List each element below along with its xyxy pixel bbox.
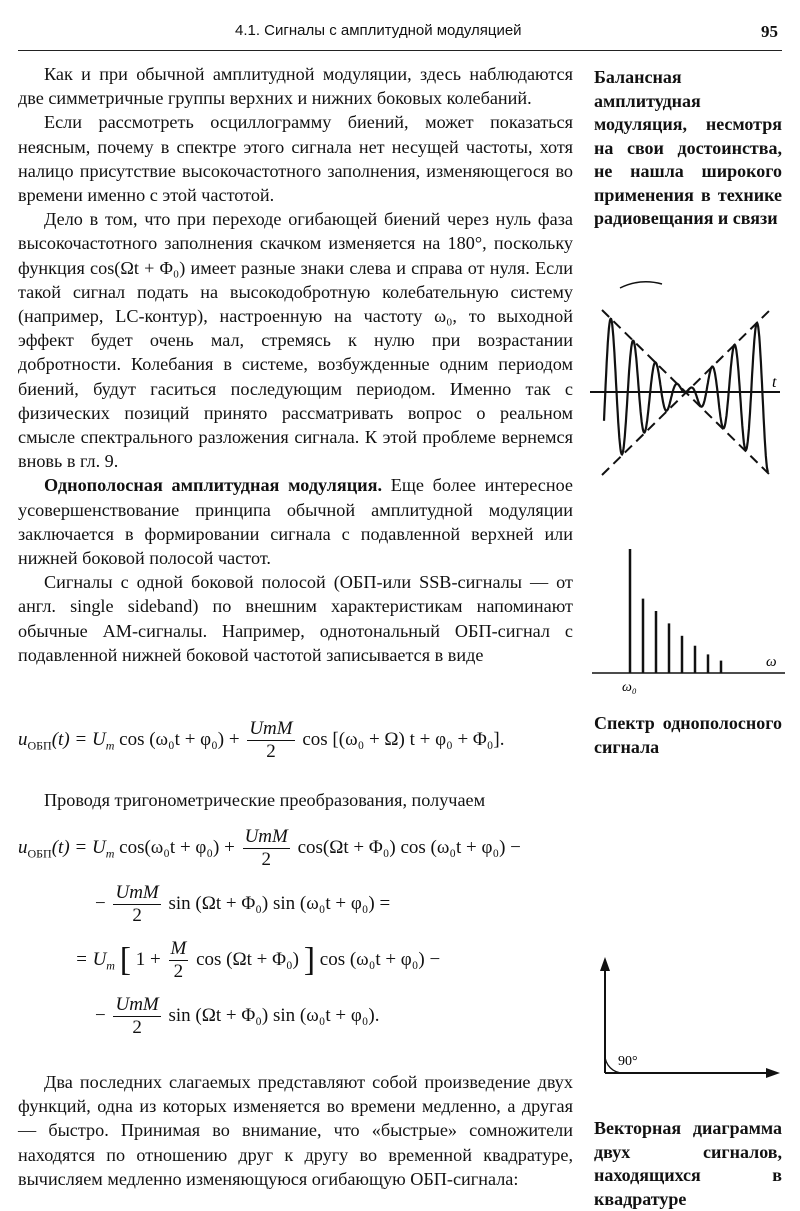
vector-diagram — [592, 955, 792, 1085]
caption-vector-diagram: Векторная диаграмма двух сигналов, находящихся в квадратуре — [594, 1118, 782, 1209]
paragraph-7: Два последних слагаемых представляют собой произведение двух функций, одна из которых изменяется во времени медленно, а другая — быстро. Принимая во внимание, что «быстрые» сомножители находятся по отношению друг к другу во временной квадратуре, вычисляем медленно изменяющуюся огибающую ОБП-сигнала: — [18, 1072, 573, 1189]
ssb-heading: Однополосная амплитудная модуляция. — [44, 475, 383, 496]
carrier-frequency-label: ω₀ — [622, 680, 637, 695]
spectrum-figure — [590, 540, 790, 695]
equation-expansion-line3: = $U_m$ [ 1 + $\frac{M}{2}$ cos (Ωt + Φ₀) ] cos (ω₀t + φ₀) − — [75, 938, 441, 982]
time-axis-label: t — [772, 374, 777, 391]
frequency-axis-label: ω — [766, 654, 777, 670]
sidebar-note: Балансная амплитудная модуляция, несмотря на свои достоинства, не нашла широкого применения в технике радиовещания и связи — [594, 67, 782, 228]
equation-expansion-line2: − $\frac{\text{UmM}}{2}$ sin (Ωt + Φ₀) sin (ω₀t + φ₀) = — [95, 882, 391, 926]
vertical-arrowhead — [600, 957, 610, 971]
paragraph-4 — [18, 473, 573, 570]
beat-waveform-figure — [590, 280, 790, 480]
equation-expansion-line1: $u_{ОБП}(t) = U_m$ cos(ω₀t + φ₀) + $\frac{\text{UmM}}{2}$ cos(Ωt + Φ₀) cos (ω₀t + φ₀) − — [18, 826, 521, 870]
caption-spectrum: Спектр однополосного сигнала — [594, 713, 782, 757]
section-title: 4.1. Сигналы с амплитудной модуляцией — [235, 22, 522, 39]
paragraph-3: Дело в том, что при переходе огибающей биений через нуль фаза высокочастотного заполнения скачком изменяется на 180°, поскольку функция cos(Ωt + Φ₀) имеет разные знаки слева и справа от нуля. Если такой сигнал подать на высокодобротную колебательную систему (например, LC-контур), настроенную на частоту ω₀, то выходной эффект будет очень мал, стремясь к нулю при возрастании добротности. Колебания в системе, возбужденные одним периодом биений, будут гаситься последующим периодом. Именно так с физических позиций принято рассматривать вопрос о реальном смысле спектрального разложения сигнала. К этой проблеме вернемся вновь в гл. 9. — [18, 209, 573, 472]
spectrum-lines — [630, 549, 721, 673]
page-number: 95 — [761, 22, 778, 41]
envelope-curve — [620, 282, 662, 288]
paragraph-5: Сигналы с одной боковой полосой (ОБП-или SSB-сигналы — от англ. single sideband) по внешним характеристикам напоминают обычные АМ-сигналы. Например, однотональный ОБП-сигнал с подавленной нижней боковой частотой записывается в виде — [18, 572, 573, 665]
paragraph-4-text: Еще более интересное усовершенствование принципа обычной амплитудной модуляции заключается в формировании сигнала с подавленной верхней или нижней боковой полосой частот. — [18, 475, 573, 569]
main-text-upper — [18, 62, 573, 667]
paragraph-2: Если рассмотреть осциллограмму биений, может показаться неясным, почему в спектре этого сигнала нет несущей частоты, хотя налицо присутствие высокочастотного заполнения, изменяющегося во времени именно с этой частотой. — [18, 112, 573, 206]
page-header — [0, 22, 800, 46]
angle-label: 90° — [618, 1054, 638, 1069]
header-rule — [18, 50, 782, 51]
equation-expansion-line4: − $\frac{\text{UmM}}{2}$ sin (Ωt + Φ₀) sin (ω₀t + φ₀). — [95, 994, 380, 1038]
main-text-mid — [18, 788, 573, 812]
horizontal-arrowhead — [766, 1068, 780, 1078]
paragraph-1: Как и при обычной амплитудной модуляции, здесь наблюдаются две симметричные группы верхних и нижних боковых колебаний. — [18, 64, 573, 109]
equation-ssb-signal: $u_{ОБП}(t) = U_m$ cos (ω₀t + φ₀) + $\frac{\text{UmM}}{2}$ cos [(ω₀ + Ω) t + φ₀ + Φ₀]. — [18, 718, 505, 762]
main-text-lower — [18, 1070, 573, 1191]
fraction-UmM-2: $\frac{\text{UmM}}{2}$ — [249, 718, 293, 762]
paragraph-6: Проводя тригонометрические преобразования, получаем — [44, 790, 486, 810]
